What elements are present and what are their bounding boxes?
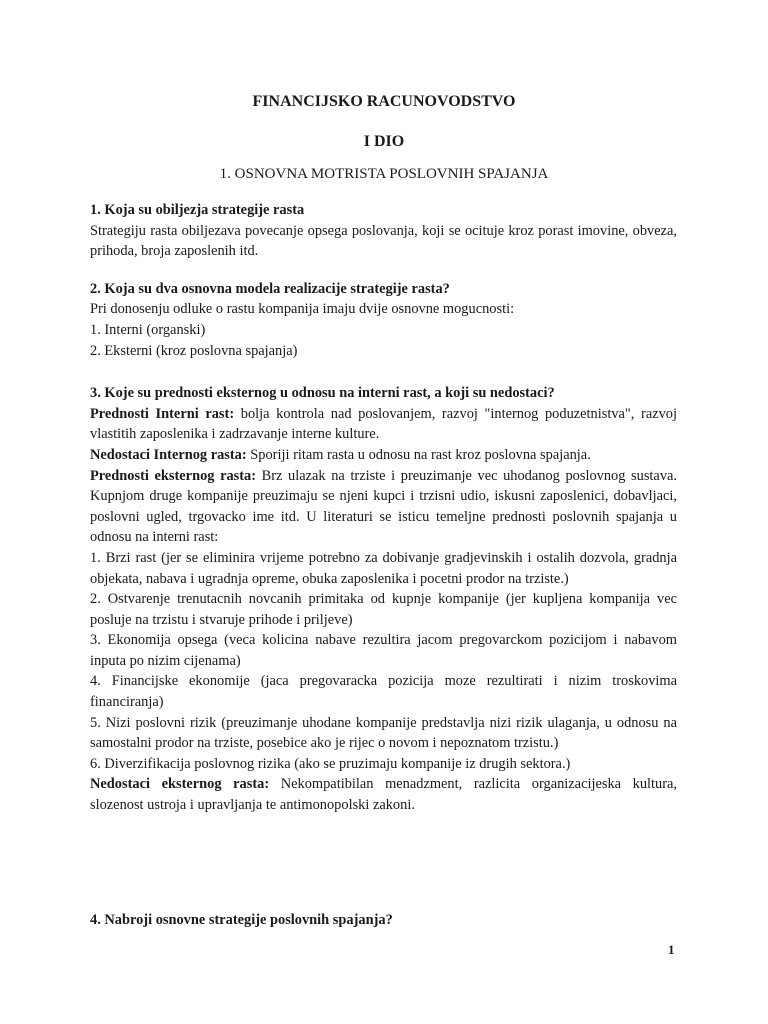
answer-1: Strategiju rasta obiljezava povecanje opsega poslovanja, koji se ocituje kroz porast imovine, obveza, prihoda, broja zaposlenih itd. (90, 222, 677, 260)
external-growth-pros-text: Brz ulazak na trziste i preuzimanje vec uhodanog poslovnog sustava. Kupnjom druge kompanije preuzimaju se njeni kupci i trzisni udio, iskusni zaposlenici, dobavljaci, poslovni ugled, trgovacko ime itd. U literaturi se isticu temeljne prednosti poslovnih spajanja u odnosu na interni rast: (90, 467, 677, 546)
external-growth-cons-label: Nedostaci eksternog rasta: (90, 776, 270, 793)
part-title: I DIO (363, 133, 405, 150)
document-title: FINANCIJSKO RACUNOVODSTVO (252, 93, 516, 110)
external-growth-pros (90, 466, 677, 548)
internal-growth-pros-text: bolja kontrola nad poslovanjem, razvoj "internog poduzetnistva", razvoj vlastitih zaposlenika i zadrzavanje interne kulture. (90, 405, 677, 443)
internal-growth-pros (90, 404, 677, 445)
question-2: 2. Koja su dva osnovna modela realizacije strategije rasta? (90, 280, 450, 297)
advantage-item: 6. Diverzifikacija poslovnog rizika (ako se pruzimaju kompanije iz drugih sektora.) (90, 755, 571, 772)
internal-growth-cons-text: Sporiji ritam rasta u odnosu na rast kroz poslovna spajanja. (246, 446, 591, 463)
external-growth-cons-text: Nekompatibilan menadzment, razlicita organizacijeska kultura, slozenost ustroja i upravljanja te antimonopolski zakoni. (90, 776, 678, 814)
document-body (90, 200, 677, 816)
external-growth-cons (90, 774, 677, 815)
advantage-item: 5. Nizi poslovni rizik (preuzimanje uhodane kompanije predstavlja nizi rizik ulaganja, u odnosu na samostalni prodor na trziste, posebice ako je rijec o novom i nepoznatom trzistu.) (90, 714, 677, 752)
question-3: 3. Koje su prednosti eksternog u odnosu na interni rast, a koji su nedostaci? (90, 385, 555, 402)
advantage-item: 4. Financijske ekonomije (jaca pregovaracka pozicija moze rezultirati i nizim troskovima financiranja) (90, 673, 677, 711)
chapter-title: 1. OSNOVNA MOTRISTA POSLOVNIH SPAJANJA (219, 166, 549, 182)
advantage-item: 3. Ekonomija opsega (veca kolicina nabave rezultira jacom pregovarckom pozicijom i nabavom inputa po nizim cijenama) (90, 632, 677, 669)
internal-growth-cons-label: Nedostaci Internog rasta: (90, 446, 247, 463)
page-number: 1 (668, 942, 675, 957)
advantage-item: 1. Brzi rast (jer se eliminira vrijeme potrebno za dobivanje gradjevinskih i ostalih dozvola, gradnja objekata, nabava i ugradnja opreme, obuka zaposlenika i pocetni prodor na trziste.) (90, 549, 677, 587)
internal-growth-cons (90, 445, 677, 466)
external-growth-pros-label: Prednosti eksternog rasta: (90, 467, 257, 484)
answer-2-intro: Pri donosenju odluke o rastu kompanija imaju dvije osnovne mogucnosti: (90, 301, 515, 318)
advantage-item: 2. Ostvarenje trenutacnih novcanih primitaka od kupnje kompanije (jer kupljena kompanija vec posluje na trzistu i stvaruje prihode i priljeve) (90, 591, 677, 628)
question-4: 4. Nabroji osnovne strategije poslovnih spajanja? (90, 912, 393, 928)
question-1: 1. Koja su obiljezja strategije rasta (90, 202, 305, 218)
answer-2-option: 2. Eksterni (kroz poslovna spajanja) (90, 342, 298, 359)
internal-growth-pros-label: Prednosti Interni rast: (90, 405, 235, 422)
answer-2-option: 1. Interni (organski) (90, 321, 206, 338)
